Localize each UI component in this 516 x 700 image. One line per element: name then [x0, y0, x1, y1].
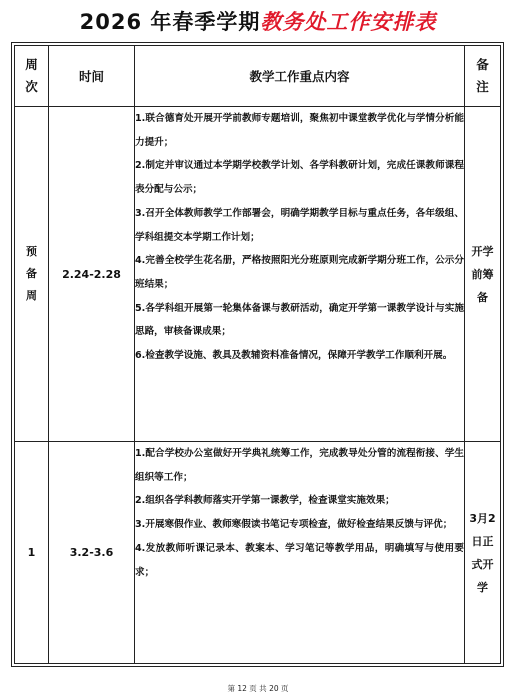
list-item: 3.开展寒假作业、教师寒假读书笔记专项检查，做好检查结果反馈与评优；	[135, 519, 453, 531]
header-content: 教学工作重点内容	[135, 46, 465, 107]
header-note	[465, 46, 501, 107]
week-cell	[15, 107, 49, 442]
title-highlight: 教务处工作安排表	[260, 9, 437, 34]
list-item: 2.制定并审议通过本学期学校教学计划、各学科教研计划，完成任课教师课程表分配与公示；	[135, 160, 464, 196]
table-row	[15, 107, 501, 442]
header-note-line: 备	[476, 57, 489, 72]
list-item: 4.发放教师听课记录本、教案本、学习笔记等教学用品，明确填写与使用要求；	[135, 542, 464, 578]
week-cell	[15, 442, 49, 664]
note-line: 日正	[471, 534, 494, 548]
content-cell	[135, 442, 465, 664]
list-item: 6.检查教学设施、教具及教辅资料准备情况，保障开学教学工作顺利开展。	[135, 350, 453, 362]
time-cell: 3.2-3.6	[49, 442, 135, 664]
header-note-line: 注	[476, 79, 489, 94]
note-line: 开学	[471, 244, 494, 258]
title-prefix: 2026 年春季学期	[79, 10, 261, 34]
header-time: 时间	[49, 46, 135, 107]
note-cell	[465, 442, 501, 664]
note-line: 前筹	[471, 267, 494, 281]
week-char: 1	[27, 545, 36, 559]
list-item: 1.联合德育处开展开学前教师专题培训，聚焦初中课堂教学优化与学情分析能力提升；	[135, 113, 464, 148]
time-cell: 2.24-2.28	[49, 107, 135, 442]
header-week-line: 次	[25, 79, 38, 94]
content-cell	[135, 107, 465, 442]
note-line: 备	[477, 290, 488, 304]
schedule-table	[14, 45, 501, 664]
week-char: 周	[26, 289, 37, 302]
list-item: 3.召开全体教师教学工作部署会，明确学期教学目标与重点任务，各年级组、学科组提交本学期工作计划；	[135, 207, 464, 243]
table-row	[15, 442, 501, 664]
header-week-line: 周	[25, 57, 38, 72]
list-item: 2.组织各学科教师落实开学第一课教学，检查课堂实施效果；	[135, 495, 395, 507]
week-char: 备	[26, 267, 37, 280]
list-item: 1.配合学校办公室做好开学典礼统筹工作，完成教导处分管的流程衔接、学生组织等工作；	[135, 448, 464, 483]
header-row	[15, 46, 501, 107]
header-week	[15, 46, 49, 107]
note-line: 3月2	[469, 511, 496, 525]
note-line: 式开	[471, 557, 494, 571]
list-item: 5.各学科组开展第一轮集体备课与教研活动，确定开学第一课教学设计与实施思路，审核备课成果；	[135, 302, 464, 338]
page-title	[0, 6, 516, 36]
note-cell	[465, 107, 501, 442]
list-item: 4.完善全校学生花名册，严格按照阳光分班原则完成新学期分班工作，公示分班结果；	[135, 255, 464, 290]
note-line: 学	[477, 580, 488, 594]
page-footer: 第 12 页 共 20 页	[227, 684, 289, 693]
week-char: 预	[26, 245, 37, 258]
